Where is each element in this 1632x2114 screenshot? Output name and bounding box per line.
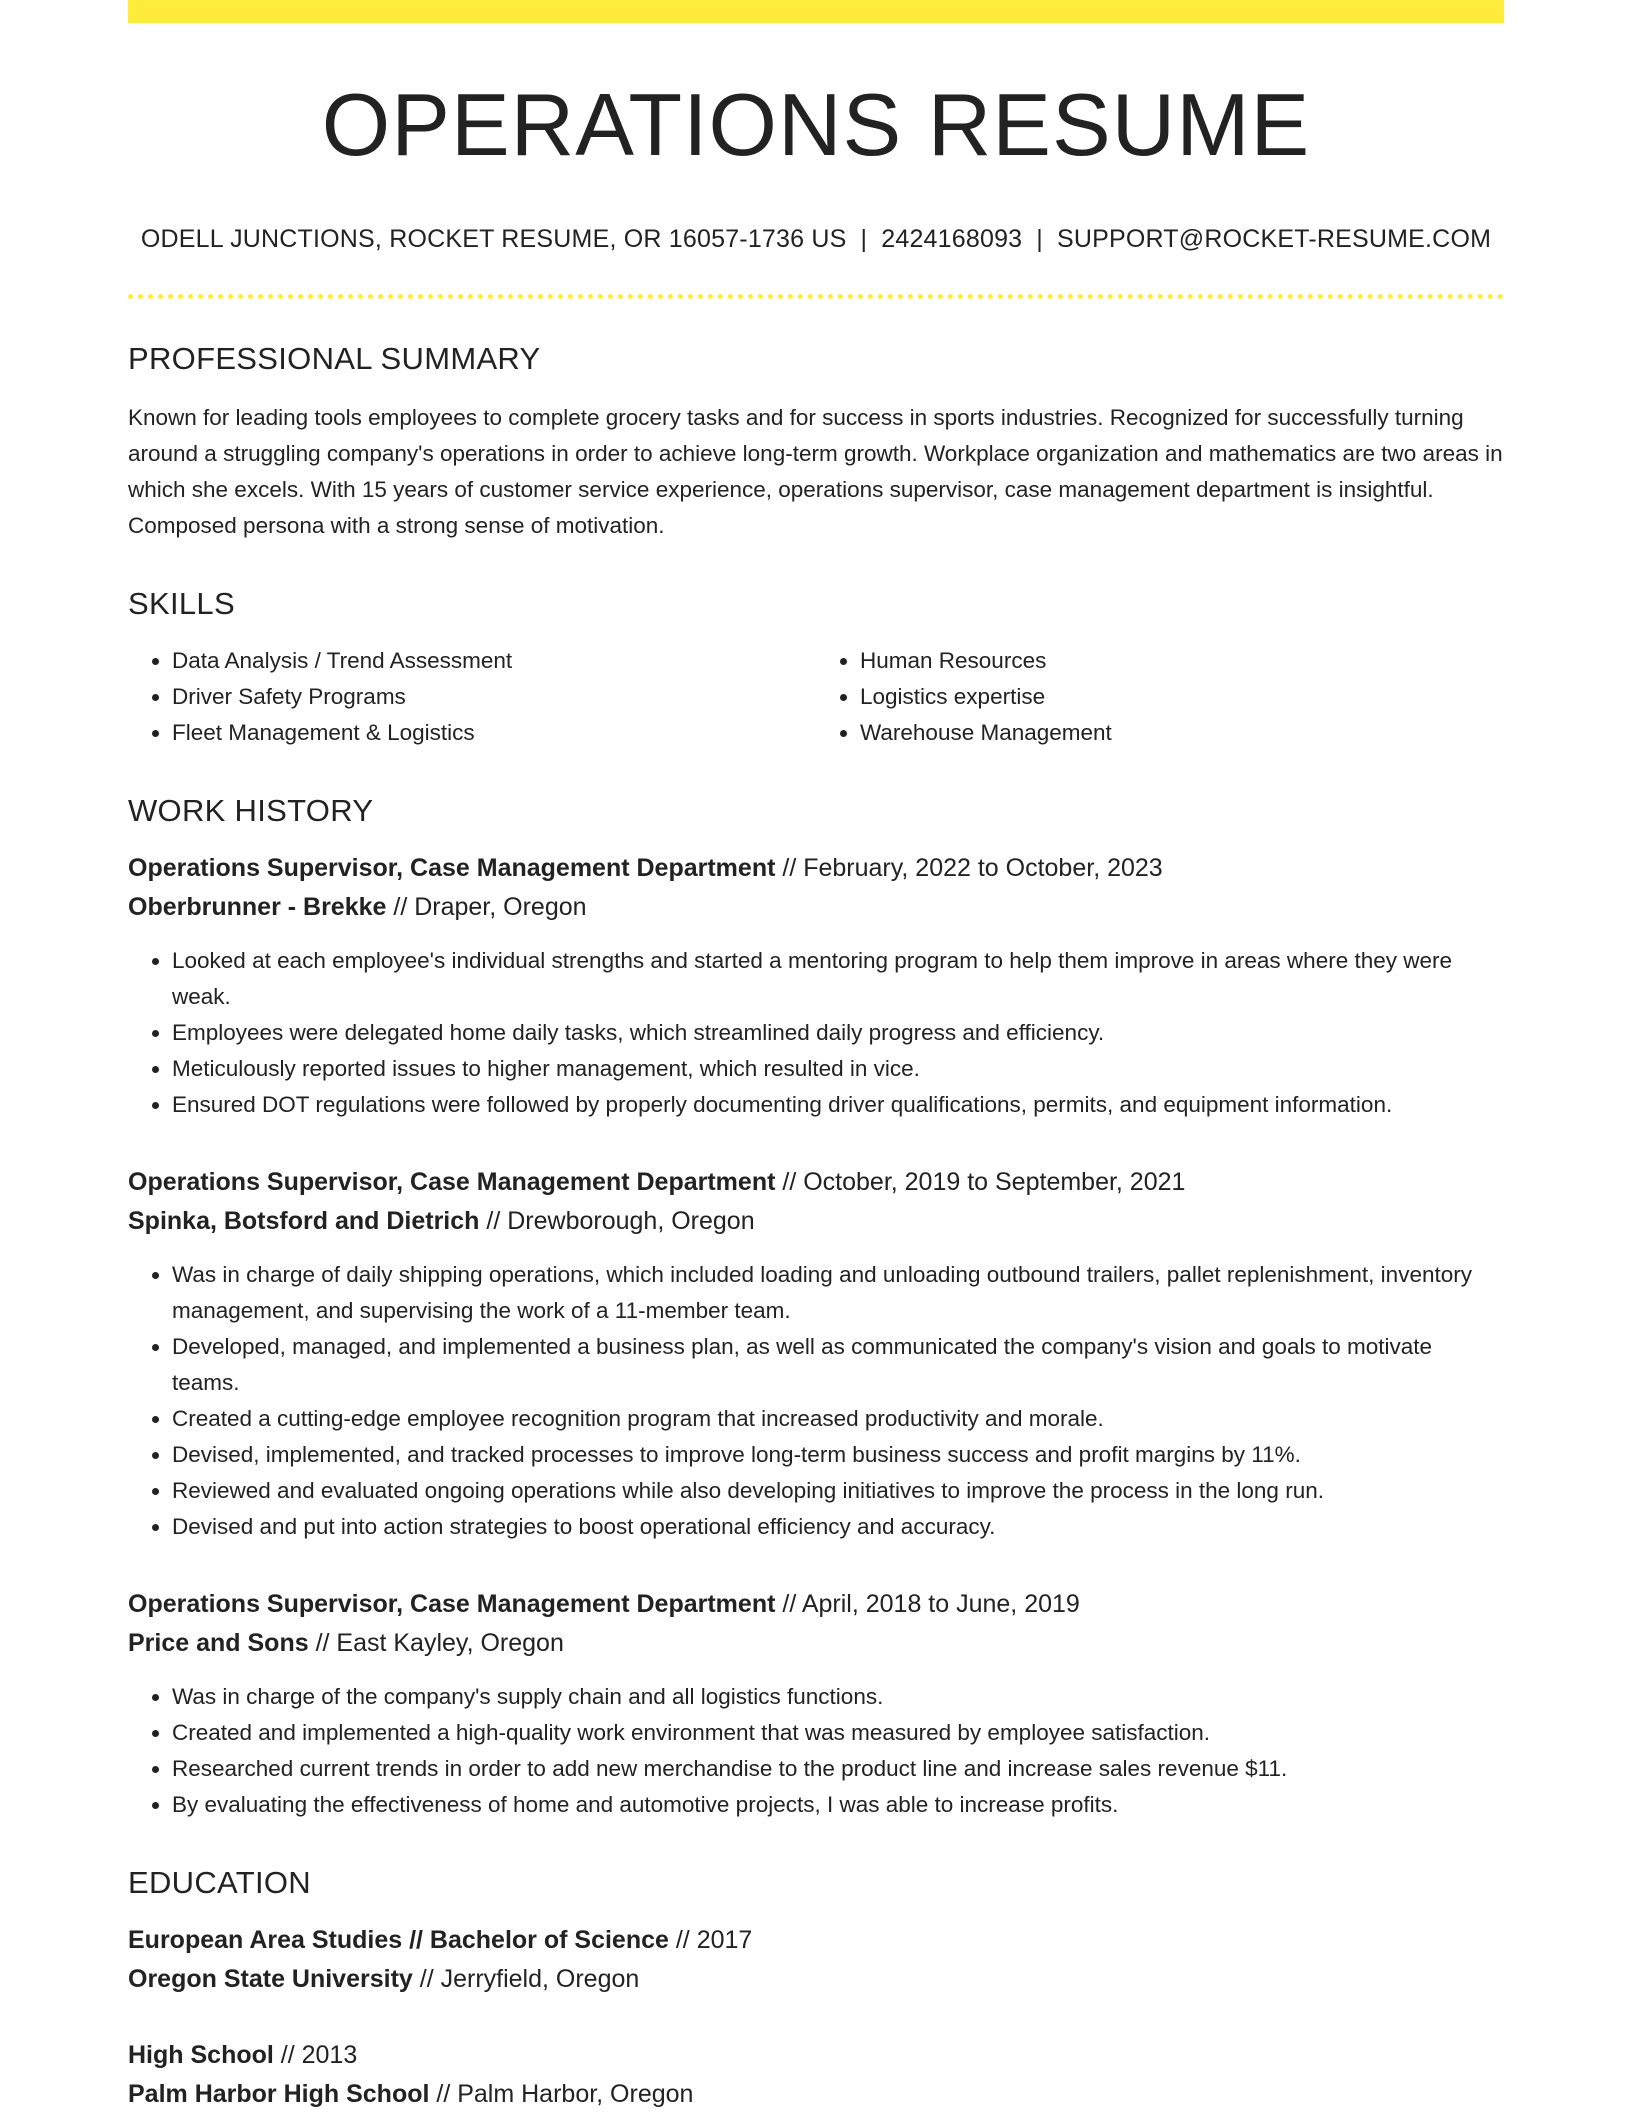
contact-line <box>128 225 1504 254</box>
job-bullet: • Meticulously reported issues to higher management, which resulted in vice. <box>172 1051 1504 1087</box>
resume-page <box>128 0 1504 2114</box>
job-entry <box>128 1585 1504 1823</box>
job-company-line <box>128 1202 1504 1241</box>
job-bullet: • Looked at each employee's individual strengths and started a mentoring program to help them improve in areas where they were weak. <box>172 943 1504 1015</box>
job-bullet: • Was in charge of the company's supply chain and all logistics functions. <box>172 1679 1504 1715</box>
job-bullets <box>128 1257 1504 1545</box>
job-bullet: • Ensured DOT regulations were followed by properly documenting driver qualifications, permits, and equipment information. <box>172 1087 1504 1123</box>
job-location: // Draper, Oregon <box>393 893 587 921</box>
skill-item: • Human Resources <box>860 643 1504 679</box>
job-bullet: • Researched current trends in order to add new merchandise to the product line and increase sales revenue $11. <box>172 1751 1504 1787</box>
skill-item: • Fleet Management & Logistics <box>172 715 816 751</box>
job-company: Price and Sons <box>128 1629 309 1657</box>
contact-separator: | <box>860 225 868 253</box>
job-role-line <box>128 849 1504 888</box>
skill-item: • Driver Safety Programs <box>172 679 816 715</box>
job-bullet: • Reviewed and evaluated ongoing operations while also developing initiatives to improve the process in the long run. <box>172 1473 1504 1509</box>
job-entry <box>128 849 1504 1123</box>
job-bullets <box>128 943 1504 1123</box>
skills-column-right <box>816 643 1504 751</box>
skill-item: • Logistics expertise <box>860 679 1504 715</box>
job-dates: // February, 2022 to October, 2023 <box>782 854 1163 882</box>
contact-phone: 2424168093 <box>881 225 1023 253</box>
degree: European Area Studies // Bachelor of Science <box>128 1926 669 1954</box>
job-company: Oberbrunner - Brekke <box>128 893 387 921</box>
summary-heading: PROFESSIONAL SUMMARY <box>128 341 541 376</box>
contact-separator: | <box>1036 225 1043 253</box>
job-entry <box>128 1163 1504 1545</box>
top-accent-bar <box>128 0 1504 23</box>
job-bullet: • Created a cutting-edge employee recognition program that increased productivity and morale. <box>172 1401 1504 1437</box>
school-name: Oregon State University <box>128 1965 413 1993</box>
skills-list <box>128 643 1504 751</box>
job-company: Spinka, Botsford and Dietrich <box>128 1207 480 1235</box>
skills-heading: SKILLS <box>128 586 235 621</box>
skill-item: • Data Analysis / Trend Assessment <box>172 643 816 679</box>
job-company-line <box>128 888 1504 927</box>
job-company-line <box>128 1624 1504 1663</box>
education-heading: EDUCATION <box>128 1865 311 1900</box>
job-dates: // October, 2019 to September, 2021 <box>782 1168 1186 1196</box>
job-bullet: • Devised and put into action strategies to boost operational efficiency and accuracy. <box>172 1509 1504 1545</box>
education-entry <box>128 2036 1504 2114</box>
job-bullet: • Created and implemented a high-quality work environment that was measured by employee satisfaction. <box>172 1715 1504 1751</box>
job-bullet: • Devised, implemented, and tracked processes to improve long-term business success and profit margins by 11%. <box>172 1437 1504 1473</box>
school-line <box>128 1960 1504 1999</box>
job-dates: // April, 2018 to June, 2019 <box>782 1590 1080 1618</box>
job-role-line <box>128 1585 1504 1624</box>
degree-line <box>128 2036 1504 2075</box>
job-role-line <box>128 1163 1504 1202</box>
degree-line <box>128 1921 1504 1960</box>
job-role: Operations Supervisor, Case Management Department <box>128 854 776 882</box>
job-bullet: • Employees were delegated home daily tasks, which streamlined daily progress and efficiency. <box>172 1015 1504 1051</box>
school-location: // Palm Harbor, Oregon <box>436 2080 694 2108</box>
work-history-heading: WORK HISTORY <box>128 793 374 828</box>
job-location: // East Kayley, Oregon <box>315 1629 564 1657</box>
job-location: // Drewborough, Oregon <box>486 1207 755 1235</box>
job-bullet: • Was in charge of daily shipping operations, which included loading and unloading outbound trailers, pallet replenishment, inventory management, and supervising the work of a 11-member team. <box>172 1257 1504 1329</box>
header-divider <box>128 294 1504 299</box>
job-bullet: • Developed, managed, and implemented a business plan, as well as communicated the company's vision and goals to motivate teams. <box>172 1329 1504 1401</box>
school-name: Palm Harbor High School <box>128 2080 430 2108</box>
contact-email[interactable]: SUPPORT@ROCKET-RESUME.COM <box>1056 225 1492 253</box>
degree-year: // 2017 <box>675 1926 753 1954</box>
skill-item: • Warehouse Management <box>860 715 1504 751</box>
resume-title: OPERATIONS RESUME <box>321 75 1311 174</box>
education-entry <box>128 1921 1504 1999</box>
job-role: Operations Supervisor, Case Management Department <box>128 1168 776 1196</box>
skills-column-left <box>128 643 816 751</box>
school-location: // Jerryfield, Oregon <box>419 1965 640 1993</box>
degree: High School <box>128 2041 274 2069</box>
school-line <box>128 2075 1504 2114</box>
summary-text: Known for leading tools employees to complete grocery tasks and for success in sports industries. Recognized for successfully turning around a struggling company's operations in order to achieve long-term growth. Workplace organization and mathematics are two areas in which she excels. With 15 years of customer service experience, operations supervisor, case management department is insightful. Composed persona with a strong sense of motivation. <box>128 405 1503 538</box>
contact-address: ODELL JUNCTIONS, ROCKET RESUME, OR 16057-1736 US <box>140 225 847 253</box>
job-bullets <box>128 1679 1504 1823</box>
job-role: Operations Supervisor, Case Management Department <box>128 1590 776 1618</box>
degree-year: // 2013 <box>280 2041 358 2069</box>
job-bullet: • By evaluating the effectiveness of home and automotive projects, I was able to increase profits. <box>172 1787 1504 1823</box>
